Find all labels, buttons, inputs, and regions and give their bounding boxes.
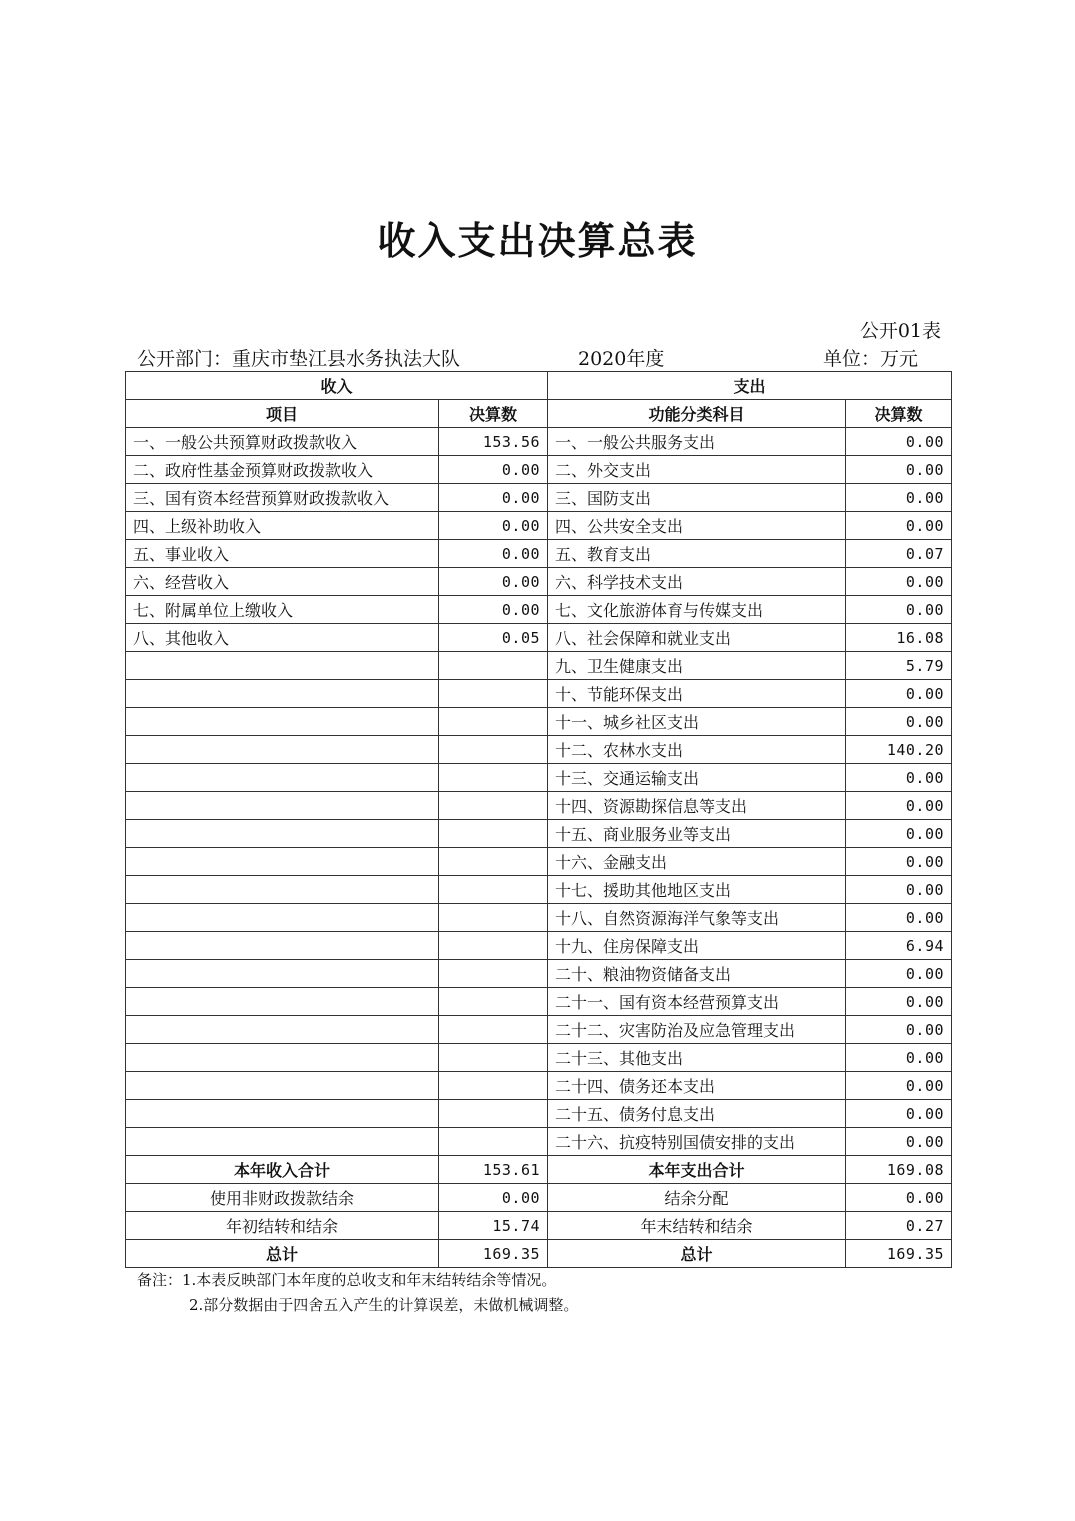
income-item — [126, 708, 439, 736]
expense-amount: 0.00 — [846, 428, 952, 456]
income-item — [126, 876, 439, 904]
summary-expense-item: 年末结转和结余 — [548, 1212, 846, 1240]
income-item — [126, 1044, 439, 1072]
income-amount: 0.05 — [439, 624, 548, 652]
expense-section-header: 支出 — [548, 372, 952, 400]
income-amount — [439, 680, 548, 708]
expense-item: 二十二、灾害防治及应急管理支出 — [548, 1016, 846, 1044]
income-item — [126, 736, 439, 764]
income-expense-table — [125, 371, 952, 1268]
summary-income-amount: 153.61 — [439, 1156, 548, 1184]
expense-item: 九、卫生健康支出 — [548, 652, 846, 680]
income-amount — [439, 848, 548, 876]
income-amount — [439, 932, 548, 960]
expense-item: 二十五、债务付息支出 — [548, 1100, 846, 1128]
income-item: 二、政府性基金预算财政拨款收入 — [126, 456, 439, 484]
summary-income-amount: 169.35 — [439, 1240, 548, 1268]
expense-item: 十七、援助其他地区支出 — [548, 876, 846, 904]
income-amount — [439, 652, 548, 680]
expense-item: 二十一、国有资本经营预算支出 — [548, 988, 846, 1016]
expense-amount: 0.00 — [846, 1044, 952, 1072]
expense-amount: 0.00 — [846, 876, 952, 904]
summary-row — [126, 1240, 952, 1268]
notes — [137, 1268, 578, 1318]
income-item: 四、上级补助收入 — [126, 512, 439, 540]
column-header-row — [126, 400, 952, 428]
income-amount: 0.00 — [439, 540, 548, 568]
table-row — [126, 1044, 952, 1072]
table-row — [126, 820, 952, 848]
expense-item: 二十、粮油物资储备支出 — [548, 960, 846, 988]
expense-amount: 0.00 — [846, 764, 952, 792]
summary-income-item: 使用非财政拨款结余 — [126, 1184, 439, 1212]
income-item: 八、其他收入 — [126, 624, 439, 652]
expense-amount: 0.00 — [846, 680, 952, 708]
table-row — [126, 1100, 952, 1128]
item-column-header: 项目 — [126, 400, 439, 428]
income-item — [126, 1016, 439, 1044]
income-amount — [439, 1072, 548, 1100]
income-item: 六、经营收入 — [126, 568, 439, 596]
income-amount: 0.00 — [439, 512, 548, 540]
table-number: 公开01表 — [859, 320, 941, 342]
expense-amount: 0.00 — [846, 1128, 952, 1156]
note-2: 2.部分数据由于四舍五入产生的计算误差，未做机械调整。 — [189, 1296, 579, 1314]
expense-item: 十、节能环保支出 — [548, 680, 846, 708]
income-item — [126, 1100, 439, 1128]
table-row — [126, 680, 952, 708]
income-item — [126, 932, 439, 960]
note-1: 备注：1.本表反映部门本年度的总收支和年末结转结余等情况。 — [137, 1271, 557, 1289]
income-item — [126, 792, 439, 820]
expense-item: 三、国防支出 — [548, 484, 846, 512]
income-item — [126, 848, 439, 876]
expense-item: 八、社会保障和就业支出 — [548, 624, 846, 652]
table-row — [126, 792, 952, 820]
income-item — [126, 1128, 439, 1156]
expense-amount: 0.00 — [846, 1072, 952, 1100]
income-item — [126, 680, 439, 708]
summary-expense-item: 结余分配 — [548, 1184, 846, 1212]
table-row — [126, 596, 952, 624]
income-amount — [439, 876, 548, 904]
income-item: 七、附属单位上缴收入 — [126, 596, 439, 624]
table-row — [126, 568, 952, 596]
table-row — [126, 764, 952, 792]
income-amount: 0.00 — [439, 484, 548, 512]
expense-amount: 0.07 — [846, 540, 952, 568]
summary-row — [126, 1184, 952, 1212]
expense-item: 二十三、其他支出 — [548, 1044, 846, 1072]
expense-amount: 0.00 — [846, 792, 952, 820]
summary-row — [126, 1212, 952, 1240]
income-amount: 0.00 — [439, 596, 548, 624]
summary-income-item: 本年收入合计 — [126, 1156, 439, 1184]
expense-amount: 6.94 — [846, 932, 952, 960]
income-amount — [439, 904, 548, 932]
summary-expense-amount: 0.27 — [846, 1212, 952, 1240]
income-amount — [439, 1044, 548, 1072]
summary-expense-amount: 169.35 — [846, 1240, 952, 1268]
summary-income-amount: 15.74 — [439, 1212, 548, 1240]
expense-item: 十四、资源勘探信息等支出 — [548, 792, 846, 820]
expense-amount: 0.00 — [846, 820, 952, 848]
income-amount — [439, 792, 548, 820]
fiscal-year: 2020年度 — [578, 348, 665, 370]
expense-item: 十三、交通运输支出 — [548, 764, 846, 792]
table-row — [126, 1072, 952, 1100]
income-amount — [439, 960, 548, 988]
expense-item: 二十四、债务还本支出 — [548, 1072, 846, 1100]
income-item — [126, 904, 439, 932]
expense-amount: 0.00 — [846, 1016, 952, 1044]
section-header-row — [126, 372, 952, 400]
expense-item: 十一、城乡社区支出 — [548, 708, 846, 736]
table-row — [126, 456, 952, 484]
expense-item: 二十六、抗疫特别国债安排的支出 — [548, 1128, 846, 1156]
table-row — [126, 624, 952, 652]
income-amount-column-header: 决算数 — [439, 400, 548, 428]
income-item — [126, 988, 439, 1016]
expense-item: 二、外交支出 — [548, 456, 846, 484]
unit-label: 单位：万元 — [823, 348, 919, 370]
table-row — [126, 512, 952, 540]
income-item — [126, 764, 439, 792]
summary-row — [126, 1156, 952, 1184]
income-item — [126, 820, 439, 848]
income-section-header: 收入 — [126, 372, 548, 400]
table-row — [126, 904, 952, 932]
table-row — [126, 484, 952, 512]
expense-amount: 0.00 — [846, 484, 952, 512]
expense-item: 七、文化旅游体育与传媒支出 — [548, 596, 846, 624]
table-row — [126, 428, 952, 456]
expense-amount: 0.00 — [846, 596, 952, 624]
expense-amount: 0.00 — [846, 988, 952, 1016]
income-amount — [439, 820, 548, 848]
summary-income-amount: 0.00 — [439, 1184, 548, 1212]
income-amount: 0.00 — [439, 568, 548, 596]
expense-item: 五、教育支出 — [548, 540, 846, 568]
income-amount: 0.00 — [439, 456, 548, 484]
income-item — [126, 652, 439, 680]
income-amount: 153.56 — [439, 428, 548, 456]
table-row — [126, 708, 952, 736]
income-amount — [439, 708, 548, 736]
expense-amount: 0.00 — [846, 456, 952, 484]
income-item: 一、一般公共预算财政拨款收入 — [126, 428, 439, 456]
expense-amount-column-header: 决算数 — [846, 400, 952, 428]
expense-amount: 0.00 — [846, 904, 952, 932]
summary-expense-item: 总计 — [548, 1240, 846, 1268]
summary-expense-amount: 169.08 — [846, 1156, 952, 1184]
expense-amount: 140.20 — [846, 736, 952, 764]
expense-item: 十六、金融支出 — [548, 848, 846, 876]
expense-item: 十五、商业服务业等支出 — [548, 820, 846, 848]
function-item-column-header: 功能分类科目 — [548, 400, 846, 428]
summary-income-item: 总计 — [126, 1240, 439, 1268]
income-item: 三、国有资本经营预算财政拨款收入 — [126, 484, 439, 512]
expense-item: 一、一般公共服务支出 — [548, 428, 846, 456]
expense-item: 十二、农林水支出 — [548, 736, 846, 764]
expense-amount: 0.00 — [846, 568, 952, 596]
income-amount — [439, 988, 548, 1016]
expense-amount: 0.00 — [846, 708, 952, 736]
expense-item: 十九、住房保障支出 — [548, 932, 846, 960]
table-row — [126, 652, 952, 680]
table-row — [126, 960, 952, 988]
table-row — [126, 540, 952, 568]
table-row — [126, 988, 952, 1016]
department-label: 公开部门：重庆市垫江县水务执法大队 — [137, 348, 461, 370]
expense-amount: 5.79 — [846, 652, 952, 680]
expense-amount: 0.00 — [846, 1100, 952, 1128]
table-row — [126, 848, 952, 876]
table-row — [126, 1128, 952, 1156]
summary-expense-amount: 0.00 — [846, 1184, 952, 1212]
income-amount — [439, 1128, 548, 1156]
expense-item: 六、科学技术支出 — [548, 568, 846, 596]
income-item — [126, 1072, 439, 1100]
expense-amount: 0.00 — [846, 960, 952, 988]
expense-amount: 16.08 — [846, 624, 952, 652]
summary-income-item: 年初结转和结余 — [126, 1212, 439, 1240]
income-amount — [439, 736, 548, 764]
table-row — [126, 1016, 952, 1044]
income-amount — [439, 1100, 548, 1128]
expense-amount: 0.00 — [846, 848, 952, 876]
page-title: 收入支出决算总表 — [377, 219, 698, 263]
income-item — [126, 960, 439, 988]
expense-amount: 0.00 — [846, 512, 952, 540]
table-row — [126, 876, 952, 904]
table-row — [126, 736, 952, 764]
income-amount — [439, 1016, 548, 1044]
table-row — [126, 932, 952, 960]
expense-item: 十八、自然资源海洋气象等支出 — [548, 904, 846, 932]
income-item: 五、事业收入 — [126, 540, 439, 568]
summary-expense-item: 本年支出合计 — [548, 1156, 846, 1184]
expense-item: 四、公共安全支出 — [548, 512, 846, 540]
income-amount — [439, 764, 548, 792]
